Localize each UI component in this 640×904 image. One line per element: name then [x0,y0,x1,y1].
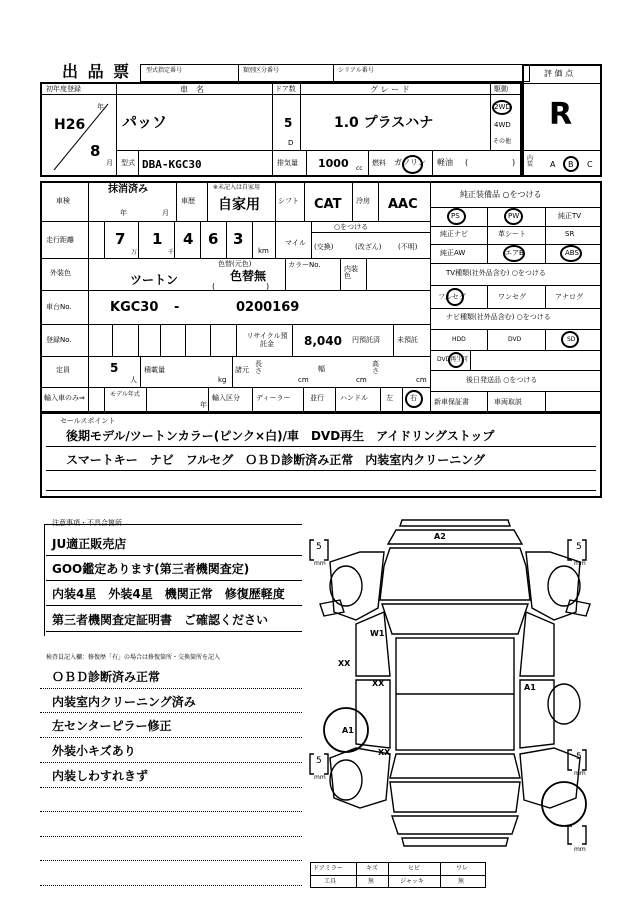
cm-unit-2: cm [356,376,367,384]
legend-h-1: ドアミラー [313,865,343,872]
score-label: 評 価 点 [544,69,574,78]
equip-pw-circle [504,208,523,225]
recycle-label: リサイクル預託金 [246,332,288,349]
note-2: GOO鑑定あります(第三者機関査定) [52,562,250,576]
interior-c: C [587,160,593,169]
equip-airbag-circle [503,245,525,262]
fuel-circle [402,155,423,174]
chassis-dash: - [174,300,180,315]
mark-a1-right: A1 [524,683,536,692]
handle-label: ハンドル [340,394,368,402]
mileage-digit-5: 3 [233,230,244,248]
shaken-value: 抹消済み [108,184,148,195]
interior-a: A [550,160,556,169]
drive-2wd-circle [492,100,512,115]
sales-line-2: スマートキー ナビ フルセグ ＯＢＤ診断済み正常 内装室内クリーニング [66,453,486,467]
sales-label: セールスポイント [60,417,116,425]
interior-b-circle [563,156,579,172]
mileage-digit-4: 6 [208,230,219,248]
inspector-4: 外装小キズあり [52,744,136,758]
history-value: 自家用 [218,197,260,213]
dealer-label: ディーラー [256,394,291,402]
equip-sr: SR [565,230,575,238]
grade-value: 1.0 プラスハナ [334,115,434,131]
navi-dvd: DVD [508,336,522,343]
model-cert-label: 型式指定番号 [146,67,183,74]
len-label: 長さ [255,360,262,375]
interior-label: 内装 [527,155,534,168]
model-value: DBA-KGC30 [142,158,202,171]
cm-unit-3: cm [416,376,427,384]
interior-color-label: 内装色 [344,265,358,280]
door-unit: D [288,139,294,147]
later-manual: 車両取説 [494,398,522,406]
color-value: ツートン [130,273,179,287]
interior-b: B [568,160,574,169]
sen-unit: 千 [168,249,175,256]
equip-pw: PW [508,212,520,220]
cm-unit-1: cm [298,376,309,384]
cc-unit: cc [356,165,363,172]
mark-a1-wheel: A1 [342,726,354,735]
mark-xx-roof: XX [372,679,385,688]
note-1: JU適正販売店 [52,537,127,551]
equip-tv: 純正TV [558,212,582,220]
doors-value: 5 [284,116,293,130]
shift-value: CAT [314,197,342,212]
score-value: R [549,97,573,132]
mile-label: マイル [285,239,306,247]
mark-w1: W1 [370,629,385,638]
left-handle: 左 [386,394,393,402]
capacity-label: 定員 [56,366,70,374]
bracket-rr: 5 [576,752,582,762]
fuel-paren-r: ) [512,158,516,167]
man-unit: 万 [131,249,138,256]
legend-h-4: ワレ [456,865,469,872]
legend-v-4: 無 [458,878,465,885]
sales-line-1: 後期モデル/ツートンカラー(ピンク×白)/車 DVD再生 アイドリングストップ [66,429,495,443]
shaken-month: 月 [162,209,169,217]
model-label: 型式 [121,159,135,167]
altered-label: (改ざん) [355,243,382,251]
circle-label: ○をつける [334,223,369,231]
capacity-value: 5 [110,361,119,375]
import-class-label: 輸入区分 [212,394,240,402]
parallel-label: 並行 [310,394,324,402]
navi-hdd: HDD [452,336,466,343]
fuel-gasoline: ガソリン [394,158,426,167]
colorno-label: カラーNo. [288,261,321,269]
legend-v-1: 工具 [324,878,337,885]
inspector-3: 左センターピラー修正 [52,719,172,733]
mileage-digit-3: 4 [183,230,194,248]
shift-label: シフト [278,197,299,205]
dvd-play-circle [448,352,464,368]
wid-label: 幅 [318,365,325,373]
dims-label: 諸元 [235,366,249,374]
tv-fullseg: フルセグ [438,293,466,301]
equip-abs: ABS [565,249,579,257]
recycle-value: 8,040 [304,334,342,348]
equip-ps-circle [447,208,466,225]
chassis-label: 車台No. [46,303,72,311]
equip-airbag: エアB [505,249,524,257]
navi-title: ナビ種類(社外品含む) ○をつける [446,313,551,321]
aircon-label: 冷房 [356,197,370,205]
kg-unit: kg [218,376,227,384]
tv-fullseg-circle [446,288,464,306]
replace-label: (交換) [314,243,334,251]
notes-label: 注意事項・不具合箇所 [52,519,122,527]
mm-bottom: mm [574,846,586,853]
legend-h-3: ヒビ [408,865,421,872]
equip-leather: 革シート [498,230,526,238]
fuel-paren-l: ( [465,158,469,167]
drive-4wd: 4WD [494,121,511,129]
right-handle: 右 [410,394,417,402]
inspector-1: ＯＢＤ診断済み正常 [52,670,161,684]
legend-h-2: キズ [366,865,378,872]
equip-navi: 純正ナビ [440,230,468,238]
history-note: ※未記入は自家用 [213,184,261,191]
mm-fr: mm [574,560,586,567]
header-id-strip [140,64,530,82]
grade-label: グ レ ー ド [370,85,410,94]
drive-label: 駆動 [494,85,508,93]
inspector-2: 内装室内クリーニング済み [52,695,196,709]
hgt-label: 高さ [372,360,379,375]
mark-a2: A2 [434,532,446,541]
first-reg-month: 8 [90,142,101,160]
mm-fl: mm [314,560,326,567]
car-name-label: 車 名 [180,85,204,94]
first-reg-label: 初年度登録 [46,85,81,93]
fuel-label: 燃料 [372,159,386,167]
mileage-digit-1: 7 [115,230,126,248]
equip-abs-circle [560,245,582,262]
aircon-value: AAC [388,197,418,212]
later-warranty: 新車保証書 [434,398,469,406]
note-4: 第三者機関査定証明書 ご確認ください [52,613,269,627]
mm-rl: mm [314,774,326,781]
person-unit: 人 [130,376,137,384]
not-deposited: 未預託 [397,336,418,344]
history-label: 車歴 [181,197,195,205]
note-3: 内装4星 外装4星 機関正常 修復歴軽度 [52,587,285,601]
bracket-rl: 5 [316,756,322,766]
bracket-fl: 5 [316,542,322,552]
disp-label: 排気量 [277,159,298,167]
navi-sd: SD [567,336,576,343]
equipment-title: 純正装備品 ○をつける [460,190,542,199]
inspector-5: 内装しわすれきず [52,769,149,783]
shaken-year: 年 [120,209,127,217]
chassis-number: 0200169 [236,300,300,315]
car-damage-diagram [300,508,610,863]
tv-analog: アナログ [555,293,583,301]
drive-2wd: 2WD [494,103,511,111]
displacement: 1000 [318,157,349,170]
nen-unit: 年 [200,401,207,409]
first-reg-year: H26 [54,117,86,133]
equip-ps: PS [451,212,460,220]
mark-xx-left: XX [338,659,351,668]
mileage-label: 走行距離 [46,236,74,244]
fuel-light-oil: 軽油 [437,158,453,167]
class-label: 類別区分番号 [243,67,280,74]
mileage-digit-2: 1 [152,230,163,248]
month-unit: 月 [106,159,113,167]
load-label: 積載量 [144,366,165,374]
chassis-prefix: KGC30 [110,300,159,315]
legend-v-3: ジャッキ [400,878,424,885]
yen-deposited: 円預託済 [352,336,380,344]
right-handle-circle [405,390,423,408]
legend-v-2: 無 [368,878,375,885]
drive-other: その他 [493,138,512,145]
later-title: 後日発送品 ○をつける [466,376,538,384]
doors-label: ドア数 [275,85,296,93]
form-title: 出 品 票 [62,62,132,81]
shaken-label: 車検 [56,197,70,205]
recolor-value: 色替無 [230,269,267,283]
km-unit: km [258,247,269,255]
model-year-label: モデル年式 [110,391,140,398]
car-name: パッソ [122,113,168,131]
import-label: 輸入車のみ⇒ [44,394,85,402]
serial-label: シリアル番号 [338,67,374,74]
navi-sd-circle [561,331,579,348]
inspector-label: 検査員記入欄：修復歴「有」の場合は修復箇所・交換箇所を記入 [46,654,221,661]
mark-xx-rear: XX [378,748,391,757]
tv-title: TV種類(社外品含む) ○をつける [446,269,546,277]
dvd-play: DVD再生可 [437,356,469,363]
recolor-label: 色替(元色) [218,260,252,268]
unknown-label: (不明) [398,243,418,251]
bracket-fr: 5 [576,542,582,552]
year-unit: 年 [97,103,104,111]
mm-rr: mm [574,770,586,777]
tv-oneseg: ワンセグ [498,293,526,301]
equip-aw: 純正AW [440,249,466,257]
color-label: 外装色 [50,269,71,277]
regno-label: 登録No. [46,336,72,344]
